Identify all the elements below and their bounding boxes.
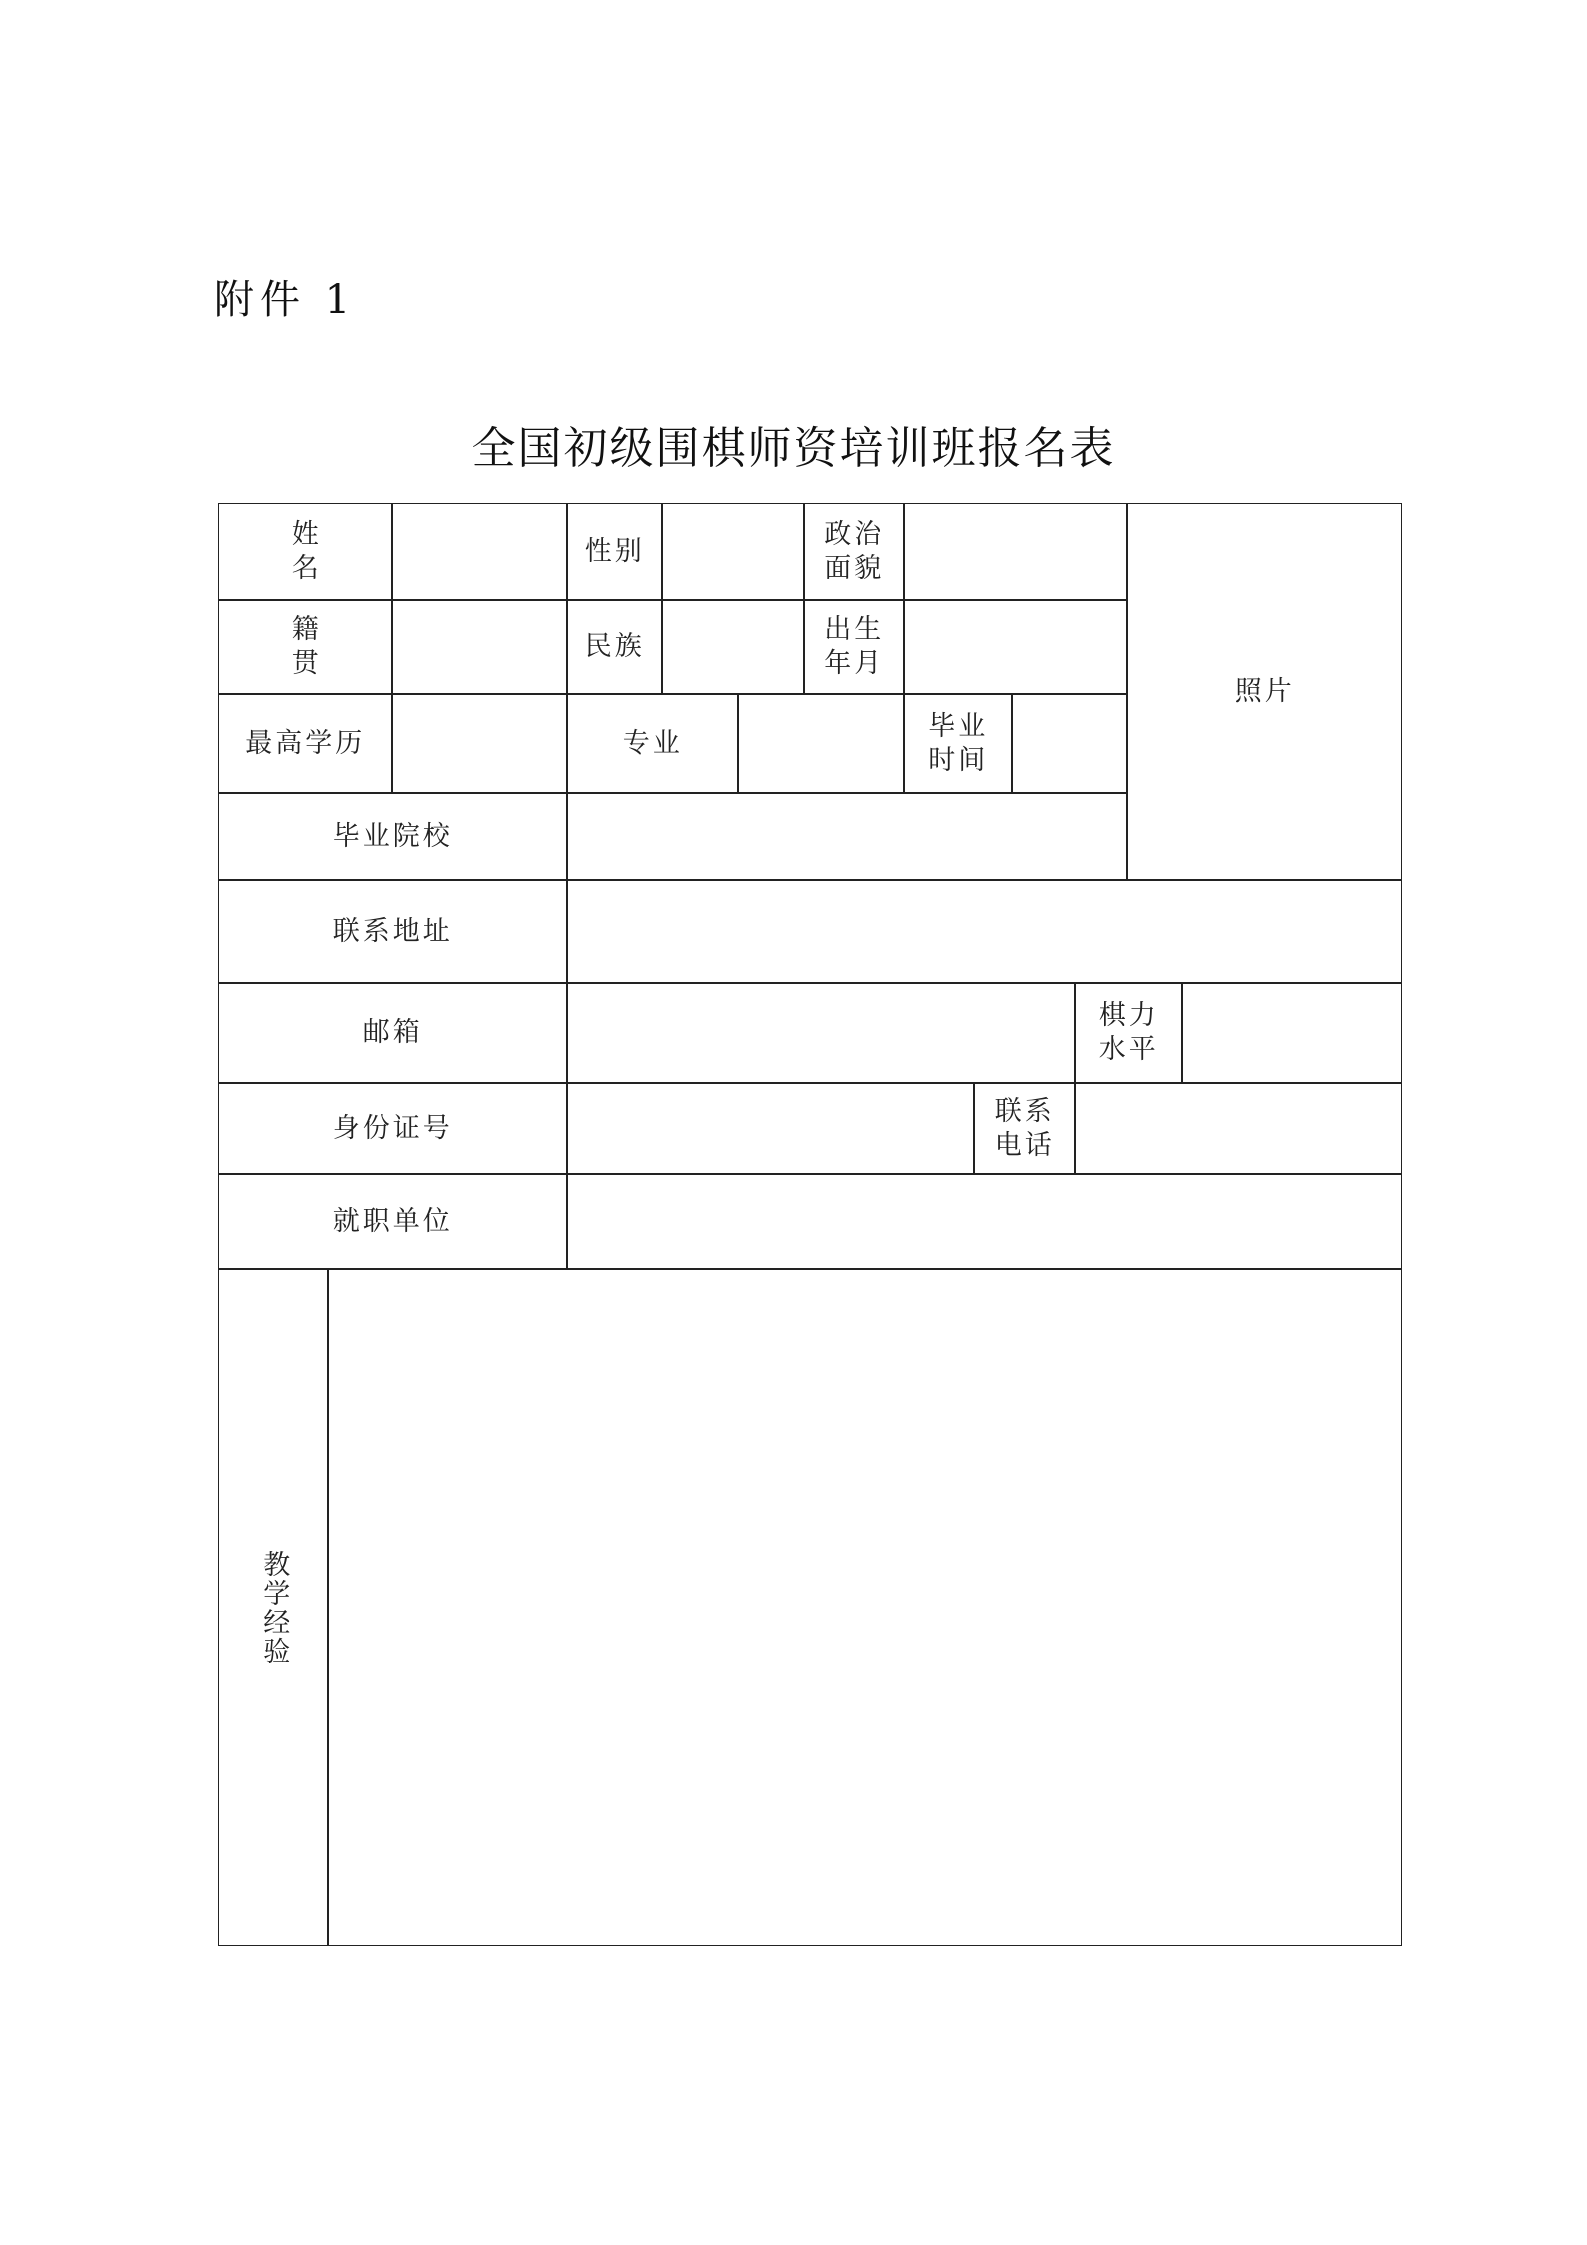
native-place-field[interactable] — [392, 600, 567, 694]
label-major: 专业 — [567, 694, 738, 793]
label-political-status: 政治 面貌 — [804, 503, 904, 600]
label-graduation-time: 毕业 时间 — [904, 694, 1012, 793]
label-contact-address: 联系地址 — [218, 880, 567, 983]
label-teaching-experience: 教学经验 — [258, 1549, 290, 1666]
graduation-time-field[interactable] — [1012, 694, 1127, 793]
chess-level-field[interactable] — [1182, 983, 1402, 1083]
label-graduated-school: 毕业院校 — [218, 793, 567, 880]
name-field[interactable] — [392, 503, 567, 600]
attachment-label: 附件 1 — [214, 277, 357, 323]
label-chess-level: 棋力 水平 — [1075, 983, 1182, 1083]
teaching-experience-field[interactable] — [328, 1269, 1402, 1946]
graduated-school-field[interactable] — [567, 793, 1127, 880]
email-field[interactable] — [567, 983, 1075, 1083]
employer-field[interactable] — [567, 1174, 1402, 1269]
label-contact-phone: 联系 电话 — [974, 1083, 1075, 1174]
major-field[interactable] — [738, 694, 904, 793]
label-id-number: 身份证号 — [218, 1083, 567, 1174]
birth-date-field[interactable] — [904, 600, 1127, 694]
label-ethnicity: 民族 — [567, 600, 662, 694]
label-name: 姓 名 — [218, 503, 392, 600]
form-title: 全国初级围棋师资培训班报名表 — [471, 423, 1116, 474]
contact-phone-field[interactable] — [1075, 1083, 1402, 1174]
label-highest-education: 最高学历 — [218, 694, 392, 793]
id-number-field[interactable] — [567, 1083, 974, 1174]
label-gender: 性别 — [567, 503, 662, 600]
label-teaching-experience-cell — [218, 1269, 328, 1946]
photo-box[interactable]: 照片 — [1127, 503, 1402, 880]
ethnicity-field[interactable] — [662, 600, 804, 694]
label-email: 邮箱 — [218, 983, 567, 1083]
label-native-place: 籍 贯 — [218, 600, 392, 694]
gender-field[interactable] — [662, 503, 804, 600]
label-employer: 就职单位 — [218, 1174, 567, 1269]
label-birth-date: 出生 年月 — [804, 600, 904, 694]
highest-education-field[interactable] — [392, 694, 567, 793]
contact-address-field[interactable] — [567, 880, 1402, 983]
political-status-field[interactable] — [904, 503, 1127, 600]
